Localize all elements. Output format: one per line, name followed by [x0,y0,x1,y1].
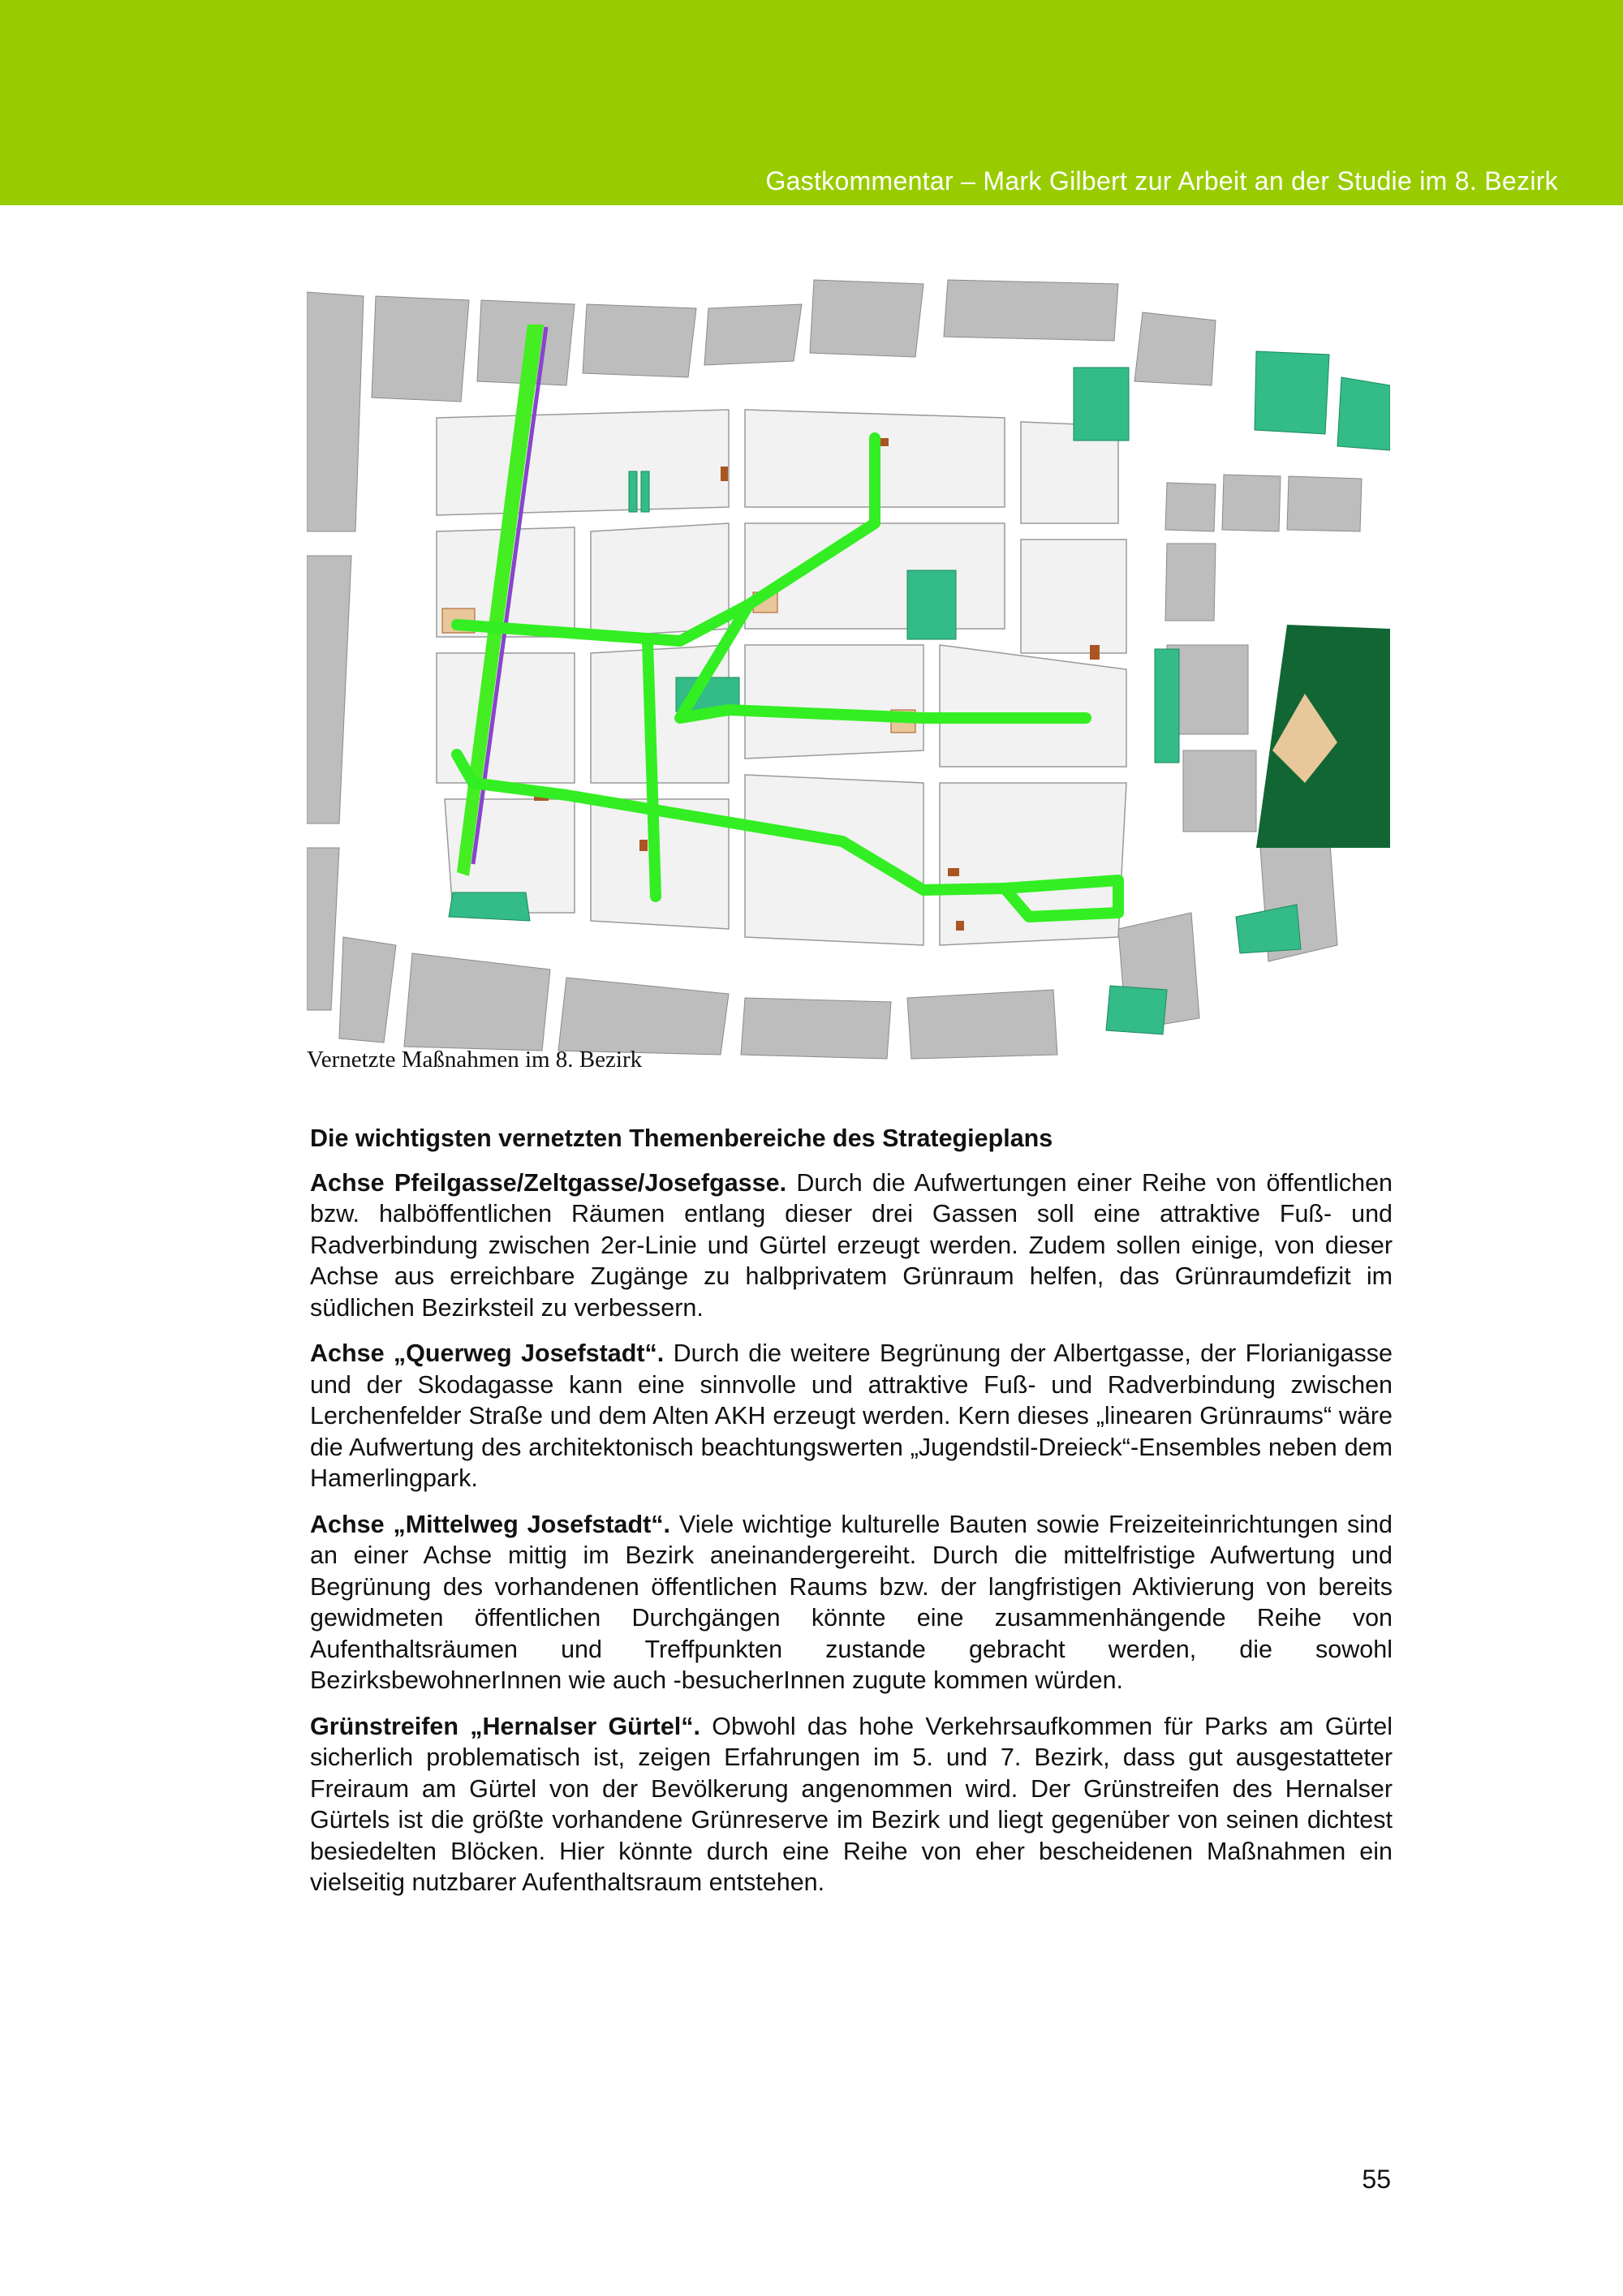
paragraph-mittelweg [310,1509,1393,1696]
paragraph-text: Durch die weitere Begrünung der Albertgasse, der Florianigasse und der Skodagasse kann eine sinnvolle und attraktive Fuß- und Radverbindung zwischen Lerchenfelder Straße und dem Alten AKH erzeugt werden. Kern dieses „linearen Grünraums“ wäre die Aufwertung des architektonisch beachtungswerten „Jugendstil-Dreieck“-Ensembles neben dem Hamerlingpark. [310,1339,1393,1492]
paragraph-lead: Achse Pfeilgasse/Zeltgasse/Josefgasse. [310,1168,787,1197]
article-body [310,1123,1393,1913]
paragraph-pfeilgasse [310,1167,1393,1324]
paragraph-text: Viele wichtige kulturelle Bauten sowie Freizeiteinrichtungen sind an einer Achse mittig im Bezirk aneinandergereiht. Durch die mittelfristige Aufwertung und Begrünung des vorhandenen öffentlichen Raums bzw. der langfristigen Aktivierung von bereits gewidmeten öffentlichen Durchgängen könnte eine zusammenhängende Reihe von Aufenthaltsräumen und Treffpunkten zustande gebracht werden, die sowohl BezirksbewohnerInnen wie auch -besucherInnen zugute kommen würden. [310,1510,1393,1694]
paragraph-querweg [310,1338,1393,1494]
paragraph-text: Durch die Aufwertungen einer Reihe von öffentlichen bzw. halböffentlichen Räumen entlang dieser drei Gassen soll eine attraktive Fuß- und Radverbindung zwischen 2er-Linie und Gürtel erzeugt werden. Zudem sollen einige, von dieser Achse aus erreichbare Zugänge zu halbprivatem Grünraum helfen, das Grünraumdefizit im südlichen Bezirksteil zu verbessern. [310,1168,1393,1322]
paragraph-lead: Achse „Querweg Josefstadt“. [310,1339,665,1367]
paragraph-guertel [310,1711,1393,1898]
figure-caption: Vernetzte Maßnahmen im 8. Bezirk [307,1047,643,1073]
header-bar [0,0,1623,205]
paragraph-lead: Grünstreifen „Hernalser Gürtel“. [310,1712,701,1740]
section-heading: Die wichtigsten vernetzten Themenbereiche des Strategieplans [310,1124,1053,1152]
page-number: 55 [1362,2165,1391,2194]
paragraph-lead: Achse „Mittelweg Josefstadt“. [310,1510,670,1538]
district-map [307,264,1390,1063]
header-title: Gastkommentar – Mark Gilbert zur Arbeit an der Studie im 8. Bezirk [765,166,1558,196]
paragraph-text: Obwohl das hohe Verkehrsaufkommen für Parks am Gürtel sicherlich problematisch ist, zeigen Erfahrungen im 5. und 7. Bezirk, dass gut ausgestatteter Freiraum am Gürtel von der Bevölkerung angenommen wird. Der Grünstreifen des Hernalser Gürtels ist die größte vorhandene Grünreserve im Bezirk und liegt gegenüber von seinen dichtest besiedelten Blöcken. Hier könnte durch eine Reihe von eher bescheidenen Maßnahmen ein vielseitig nutzbarer Aufenthaltsraum entstehen. [310,1712,1393,1896]
